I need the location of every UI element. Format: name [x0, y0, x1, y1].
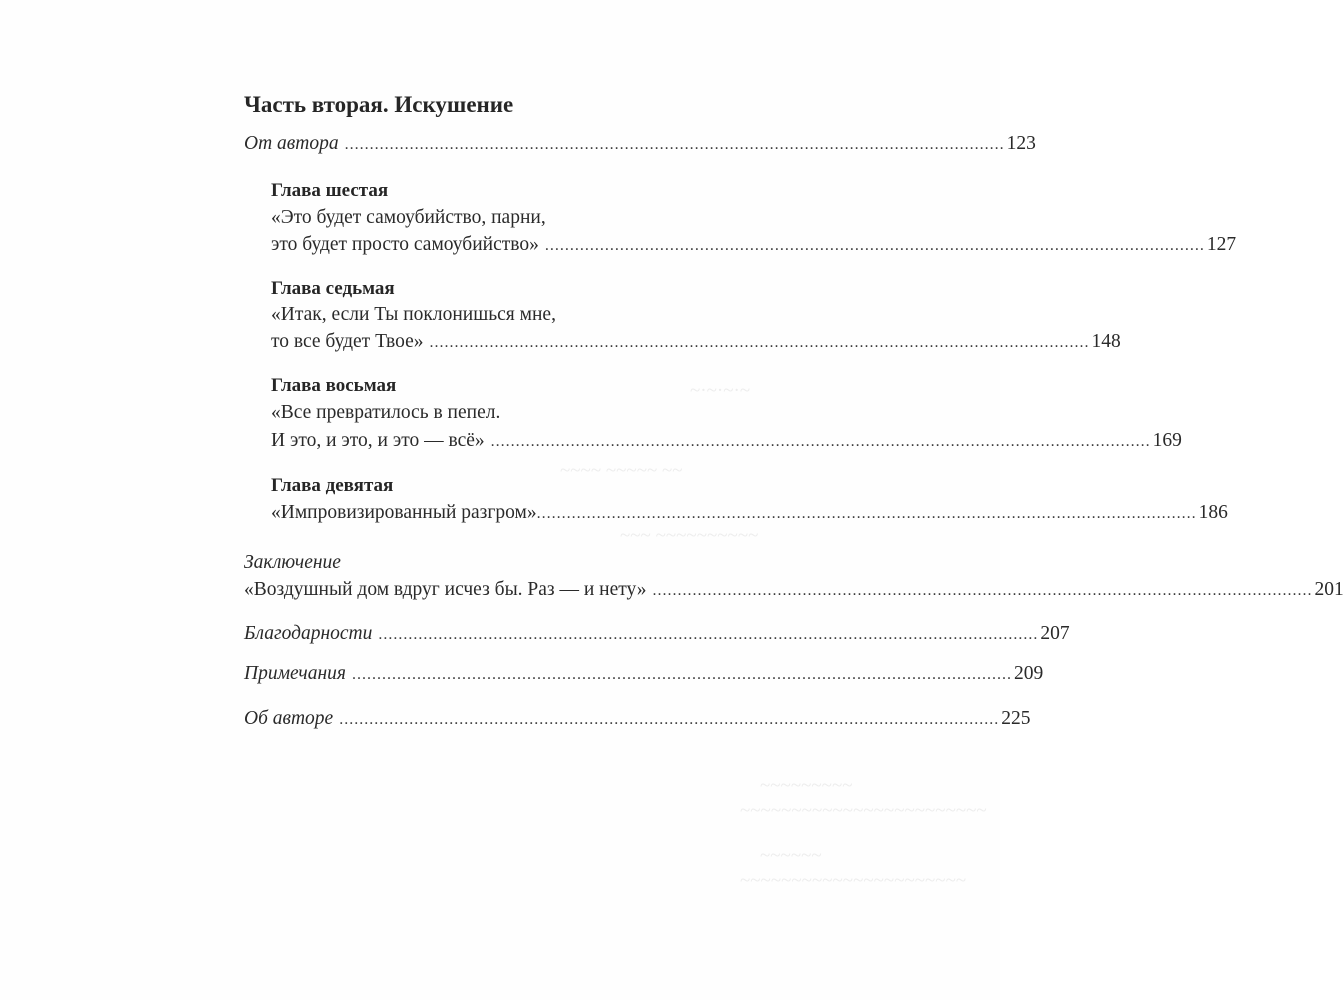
chapter-heading: Глава шестая	[271, 180, 389, 201]
toc-entry-acknowledgements[interactable]	[244, 621, 1070, 647]
page-number: 169	[1152, 430, 1182, 451]
leader-dots: ....................................................................................................................................	[344, 136, 1005, 153]
chapter-heading: Глава девятая	[271, 475, 394, 496]
page-number: 209	[1013, 663, 1044, 684]
chapter-title-line: «Это будет самоубийство, парни,	[271, 207, 546, 228]
leader-dots: ....................................................................................................................................	[544, 237, 1205, 254]
ghost-text: ~~~~~~	[760, 845, 822, 866]
toc-entry-from-author[interactable]	[244, 131, 1036, 157]
ghost-text: ~~~~~~~~~	[760, 775, 853, 796]
page-number: 186	[1198, 502, 1228, 523]
ghost-text: ~~~~~~~~~~~~~~~~~~~~~~~~	[740, 800, 987, 821]
entry-title: Об авторе	[244, 708, 334, 729]
page-number: 127	[1206, 234, 1237, 255]
ghost-text: ~~~ ~~~~~~~~~~	[620, 525, 759, 546]
leader-dots: ....................................................................................................................................	[429, 334, 1090, 351]
page-number: 225	[1001, 708, 1031, 729]
toc-entry-notes[interactable]	[244, 661, 1044, 687]
ghost-text: ~·~·~·~	[690, 380, 751, 401]
chapter-title-line: «Все превратилось в пепел.	[271, 402, 501, 423]
page-number: 201	[1314, 579, 1344, 600]
toc-entry-chapter8[interactable]	[271, 428, 1182, 454]
leader-dots: ....................................................................................................................................	[490, 433, 1151, 450]
toc-entry-chapter9[interactable]	[271, 500, 1228, 526]
chapter-title-line: это будет просто самоубийство»	[271, 234, 539, 255]
chapter-title-line: то все будет Твое»	[271, 331, 424, 352]
ghost-text: ~~~~ ~~~~~ ~~	[560, 460, 683, 481]
chapter-title-line: «Воздушный дом вдруг исчез бы. Раз — и нету»	[244, 579, 647, 600]
leader-dots: ....................................................................................................................................	[652, 582, 1313, 599]
chapter-heading: Глава седьмая	[271, 278, 395, 299]
page-number: 207	[1040, 623, 1070, 644]
toc-entry-conclusion[interactable]	[244, 577, 1344, 603]
toc-entry-chapter6[interactable]	[271, 232, 1237, 258]
chapter-title-line: И это, и это, и это — всё»	[271, 430, 485, 451]
leader-dots: ....................................................................................................................................	[351, 666, 1012, 683]
toc-entry-about-author[interactable]	[244, 706, 1031, 732]
entry-title: Благодарности	[244, 623, 373, 644]
toc-entry-chapter7[interactable]	[271, 329, 1121, 355]
entry-title: Примечания	[244, 663, 346, 684]
page-number: 123	[1006, 133, 1036, 154]
chapter-title-line: «Импровизированный разгром»	[271, 502, 537, 523]
entry-title: От автора	[244, 133, 339, 154]
chapter-heading: Глава восьмая	[271, 375, 397, 396]
leader-dots: ....................................................................................................................................	[339, 711, 1000, 728]
chapter-title-line: «Итак, если Ты поклонишься мне,	[271, 304, 556, 325]
part-title: Часть вторая. Искушение	[244, 92, 514, 117]
leader-dots: ....................................................................................................................................	[536, 505, 1197, 522]
ghost-text: ~~~~~~~~~~~~~~~~~~~~~~	[740, 870, 967, 891]
page-number: 148	[1091, 331, 1121, 352]
conclusion-heading: Заключение	[244, 552, 341, 573]
leader-dots: ....................................................................................................................................	[378, 626, 1039, 643]
